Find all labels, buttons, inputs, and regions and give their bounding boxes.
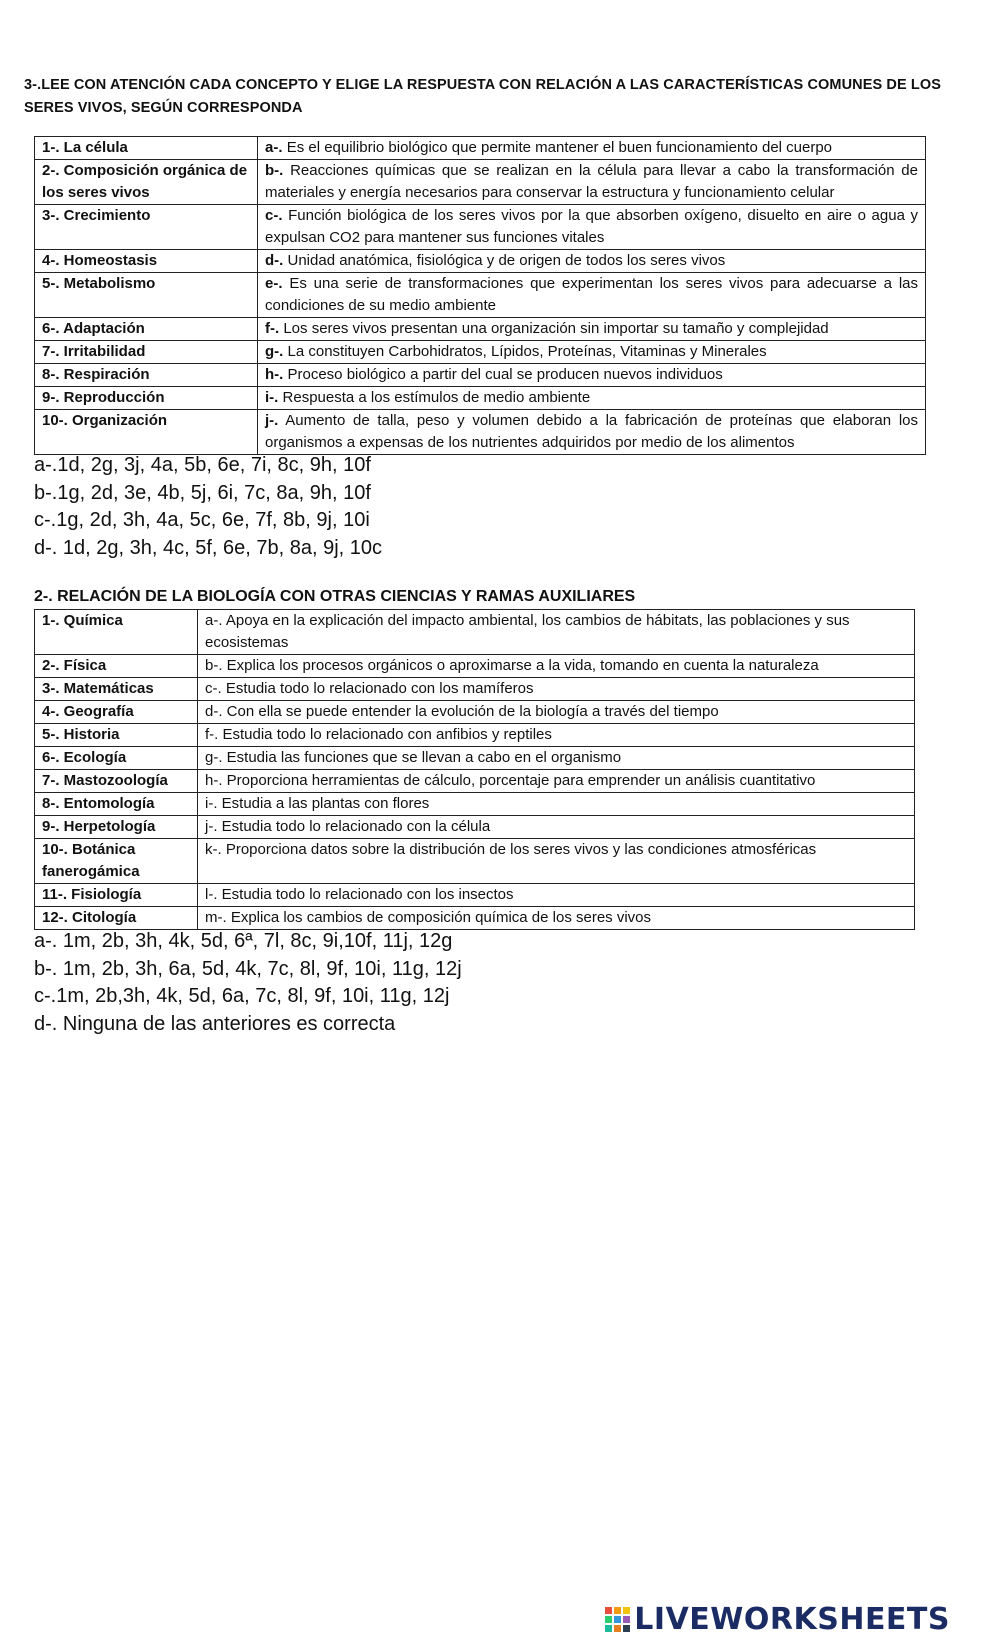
table-row bbox=[35, 364, 926, 387]
description-cell bbox=[258, 364, 926, 387]
description-cell bbox=[258, 341, 926, 364]
description-cell bbox=[258, 318, 926, 341]
section3-answer-options bbox=[34, 452, 382, 562]
logo-mark-icon bbox=[605, 1607, 630, 1632]
option-letter: b-. bbox=[265, 162, 284, 179]
option-letter: i-. bbox=[265, 389, 279, 406]
table-row bbox=[35, 318, 926, 341]
answer-option[interactable]: d-. Ninguna de las anteriores es correcta bbox=[34, 1012, 396, 1035]
description-text: Respuesta a los estímulos de medio ambiente bbox=[282, 389, 591, 406]
description-text: Es una serie de transformaciones que experimentan los seres vivos para adecuarse a las condiciones de su medio ambiente bbox=[265, 275, 918, 314]
description-cell bbox=[258, 410, 926, 455]
description-text: Reacciones químicas que se realizan en la célula para llevar a cabo la transformación de materiales y energía necesarios para conservar la estructura y funcionamiento celular bbox=[265, 162, 918, 201]
concept-cell: 1-. La célula bbox=[35, 137, 258, 160]
description-text: Es el equilibrio biológico que permite mantener el buen funcionamiento del cuerpo bbox=[286, 139, 833, 156]
logo-square bbox=[623, 1625, 630, 1632]
concept-cell: 9-. Reproducción bbox=[35, 387, 258, 410]
description-text: La constituyen Carbohidratos, Lípidos, Proteínas, Vitaminas y Minerales bbox=[287, 343, 767, 360]
logo-square bbox=[605, 1616, 612, 1623]
table-row bbox=[35, 701, 915, 724]
description-cell: l-. Estudia todo lo relacionado con los insectos bbox=[198, 884, 915, 907]
option-letter: h-. bbox=[265, 366, 284, 383]
description-text: Los seres vivos presentan una organización sin importar su tamaño y complejidad bbox=[283, 320, 829, 337]
section3-title bbox=[24, 74, 954, 120]
section3-matching-table bbox=[34, 136, 926, 455]
table-row bbox=[35, 724, 915, 747]
option-letter: f-. bbox=[265, 320, 280, 337]
concept-cell: 7-. Mastozoología bbox=[35, 770, 198, 793]
option-letter: g-. bbox=[265, 343, 284, 360]
logo-square bbox=[614, 1607, 621, 1614]
answer-option[interactable]: d-. 1d, 2g, 3h, 4c, 5f, 6e, 7b, 8a, 9j, 10c bbox=[34, 536, 383, 559]
concept-cell: 5-. Metabolismo bbox=[35, 273, 258, 318]
concept-cell: 12-. Citología bbox=[35, 907, 198, 930]
concept-cell: 5-. Historia bbox=[35, 724, 198, 747]
section2-title: 2-. RELACIÓN DE LA BIOLOGÍA CON OTRAS CIENCIAS Y RAMAS AUXILIARES bbox=[34, 588, 636, 605]
concept-cell: 1-. Química bbox=[35, 610, 198, 655]
description-cell: d-. Con ella se puede entender la evolución de la biología a través del tiempo bbox=[198, 701, 915, 724]
answer-option[interactable]: c-.1g, 2d, 3h, 4a, 5c, 6e, 7f, 8b, 9j, 10i bbox=[34, 509, 370, 531]
concept-cell: 8-. Respiración bbox=[35, 364, 258, 387]
table-row bbox=[35, 907, 915, 930]
concept-cell: 7-. Irritabilidad bbox=[35, 341, 258, 364]
section2-matching-table bbox=[34, 609, 915, 930]
description-cell bbox=[258, 273, 926, 318]
option-letter: d-. bbox=[265, 252, 284, 269]
table-row bbox=[35, 137, 926, 160]
table-row bbox=[35, 884, 915, 907]
description-cell bbox=[258, 250, 926, 273]
description-cell: k-. Proporciona datos sobre la distribución de los seres vivos y las condiciones atmosféricas bbox=[198, 839, 915, 884]
logo-square bbox=[605, 1625, 612, 1632]
logo-text: LIVEWORKSHEETS bbox=[634, 1601, 950, 1637]
table-row bbox=[35, 341, 926, 364]
answer-option[interactable]: a-.1d, 2g, 3j, 4a, 5b, 6e, 7i, 8c, 9h, 10f bbox=[34, 454, 371, 476]
description-cell bbox=[258, 137, 926, 160]
table-row bbox=[35, 816, 915, 839]
description-text: Función biológica de los seres vivos por la que absorben oxígeno, disuelto en aire o agua y expulsan CO2 para mantener sus funciones vitales bbox=[265, 207, 919, 246]
concept-cell: 4-. Geografía bbox=[35, 701, 198, 724]
description-cell: a-. Apoya en la explicación del impacto ambiental, los cambios de hábitats, las poblaciones y sus ecosistemas bbox=[198, 610, 915, 655]
concept-cell: 4-. Homeostasis bbox=[35, 250, 258, 273]
table-row bbox=[35, 610, 915, 655]
description-text: Aumento de talla, peso y volumen debido a la fabricación de proteínas que elaboran los organismos a expensas de los nutrientes adquiridos por medio de los alimentos bbox=[265, 412, 918, 451]
concept-cell: 10-. Organización bbox=[35, 410, 258, 455]
concept-cell: 10-. Botánica fanerogámica bbox=[35, 839, 198, 884]
concept-cell: 9-. Herpetología bbox=[35, 816, 198, 839]
description-cell: m-. Explica los cambios de composición química de los seres vivos bbox=[198, 907, 915, 930]
concept-cell: 11-. Fisiología bbox=[35, 884, 198, 907]
answer-option[interactable]: b-. 1m, 2b, 3h, 6a, 5d, 4k, 7c, 8l, 9f, 10i, 11g, 12j bbox=[34, 957, 462, 980]
table-row bbox=[35, 205, 926, 250]
concept-cell: 2-. Física bbox=[35, 655, 198, 678]
concept-cell: 3-. Matemáticas bbox=[35, 678, 198, 701]
description-cell: j-. Estudia todo lo relacionado con la célula bbox=[198, 816, 915, 839]
description-cell bbox=[258, 160, 926, 205]
table-row bbox=[35, 839, 915, 884]
table-row bbox=[35, 770, 915, 793]
table-row bbox=[35, 250, 926, 273]
concept-cell: 8-. Entomología bbox=[35, 793, 198, 816]
logo-square bbox=[623, 1616, 630, 1623]
description-text: Proceso biológico a partir del cual se producen nuevos individuos bbox=[287, 366, 723, 383]
description-cell: f-. Estudia todo lo relacionado con anfibios y reptiles bbox=[198, 724, 915, 747]
answer-option[interactable]: b-.1g, 2d, 3e, 4b, 5j, 6i, 7c, 8a, 9h, 10f bbox=[34, 481, 371, 504]
section3-title-line: 3-.LEE CON ATENCIÓN CADA CONCEPTO Y ELIGE LA RESPUESTA CON RELACIÓN A LAS CARACTERÍSTICAS COMUNES DE LOS bbox=[24, 77, 941, 93]
logo-square bbox=[623, 1607, 630, 1614]
table-row bbox=[35, 678, 915, 701]
logo-square bbox=[614, 1625, 621, 1632]
logo-square bbox=[614, 1616, 621, 1623]
logo-square bbox=[605, 1607, 612, 1614]
table-row bbox=[35, 655, 915, 678]
description-cell: g-. Estudia las funciones que se llevan a cabo en el organismo bbox=[198, 747, 915, 770]
description-cell: c-. Estudia todo lo relacionado con los mamíferos bbox=[198, 678, 915, 701]
option-letter: c-. bbox=[265, 207, 283, 224]
concept-cell: 6-. Adaptación bbox=[35, 318, 258, 341]
answer-option[interactable]: c-.1m, 2b,3h, 4k, 5d, 6a, 7c, 8l, 9f, 10i, 11g, 12j bbox=[34, 985, 450, 1007]
table-row bbox=[35, 160, 926, 205]
table-row bbox=[35, 793, 915, 816]
description-cell: b-. Explica los procesos orgánicos o aproximarse a la vida, tomando en cuenta la naturaleza bbox=[198, 655, 915, 678]
description-cell: h-. Proporciona herramientas de cálculo, porcentaje para emprender un análisis cuantitativo bbox=[198, 770, 915, 793]
description-text: Unidad anatómica, fisiológica y de origen de todos los seres vivos bbox=[287, 252, 726, 269]
description-cell bbox=[258, 387, 926, 410]
liveworksheets-logo[interactable] bbox=[605, 1599, 950, 1639]
concept-cell: 3-. Crecimiento bbox=[35, 205, 258, 250]
option-letter: e-. bbox=[265, 275, 283, 292]
answer-option[interactable]: a-. 1m, 2b, 3h, 4k, 5d, 6ª, 7l, 8c, 9i,10f, 11j, 12g bbox=[34, 930, 453, 952]
option-letter: j-. bbox=[265, 412, 279, 429]
section3-title-line: SERES VIVOS, SEGÚN CORRESPONDA bbox=[24, 100, 303, 116]
concept-cell: 6-. Ecología bbox=[35, 747, 198, 770]
table-row bbox=[35, 387, 926, 410]
option-letter: a-. bbox=[265, 139, 283, 156]
concept-cell: 2-. Composición orgánica de los seres vivos bbox=[35, 160, 258, 205]
section2-answer-options bbox=[34, 928, 462, 1038]
table-row bbox=[35, 273, 926, 318]
table-row bbox=[35, 410, 926, 455]
table-row bbox=[35, 747, 915, 770]
description-cell: i-. Estudia a las plantas con flores bbox=[198, 793, 915, 816]
description-cell bbox=[258, 205, 926, 250]
